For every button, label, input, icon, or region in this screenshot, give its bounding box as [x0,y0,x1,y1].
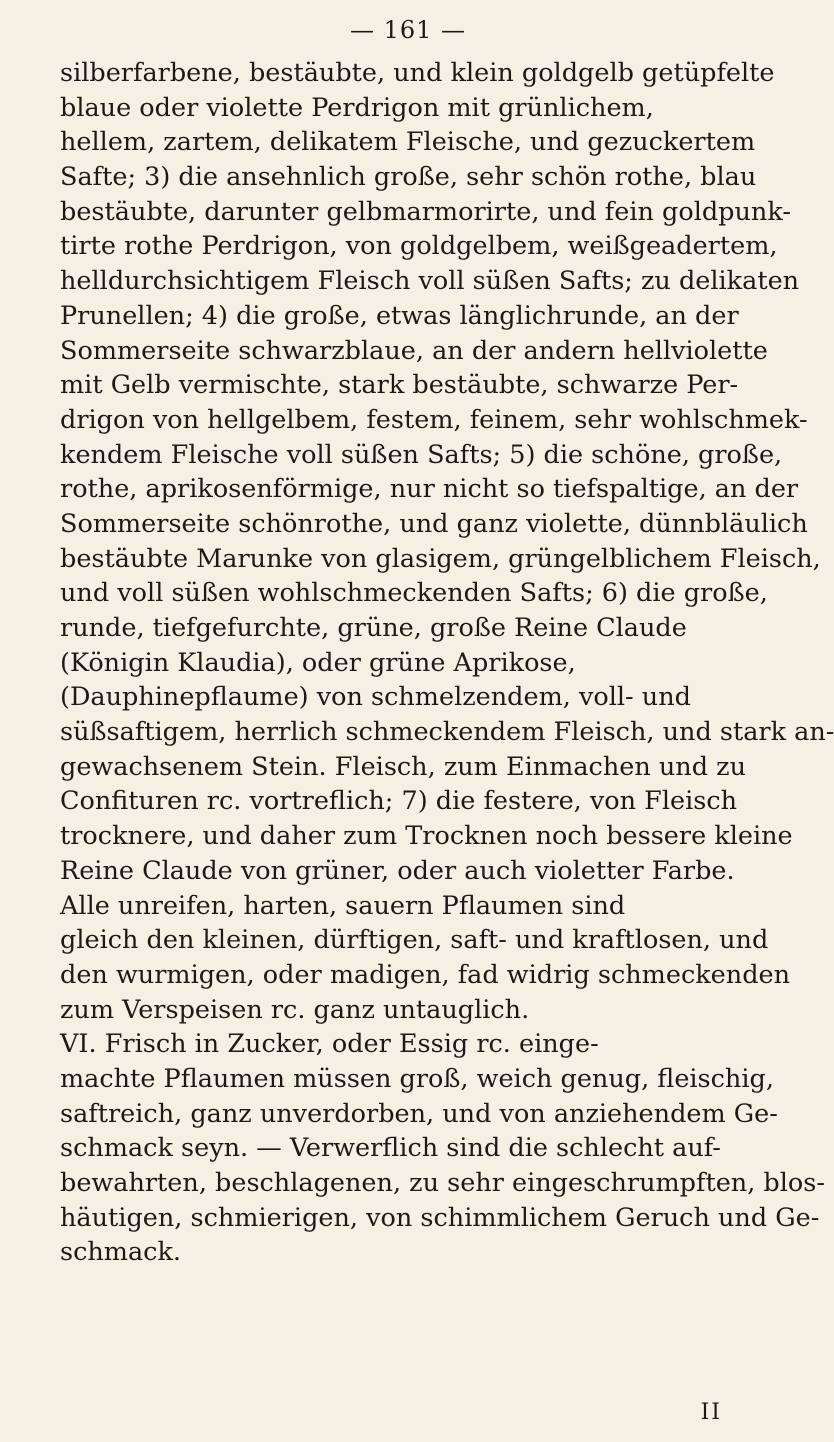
text-line: machte Pflaumen müssen groß, weich genug, fleischig, [60,1063,774,1094]
text-line: Prunellen; 4) die große, etwas länglichrunde, an der [60,300,739,331]
text-line: gleich den kleinen, dürftigen, saft- und kraftlosen, und [60,925,769,956]
text-line: (Königin Klaudia), oder grüne Aprikose, [60,647,576,678]
text-line: saftreich, ganz unverdorben, und von anziehendem Ge- [60,1098,778,1129]
text-line: Sommerseite schönrothe, und ganz violette, dünnbläulich [60,508,808,539]
text-line: (Dauphinepflaume) von schmelzendem, voll- und [60,682,691,713]
body-text [60,56,834,1270]
text-line: drigon von hellgelbem, festem, feinem, sehr wohlschmek- [60,404,808,435]
text-line: zum Verspeisen rc. ganz untauglich. [60,994,530,1025]
text-line: silberfarbene, bestäubte, und klein goldgelb getüpfelte [60,58,775,88]
text-line: den wurmigen, oder madigen, fad widrig schmeckenden [60,959,791,990]
text-line: und voll süßen wohlschmeckenden Safts; 6) die große, [60,578,768,609]
text-line: häutigen, schmierigen, von schimmlichem Geruch und Ge- [60,1202,820,1233]
signature-mark: II [700,1400,722,1425]
text-line: Alle unreifen, harten, sauern Pflaumen sind [60,890,626,921]
text-line: trocknere, und daher zum Trocknen noch bessere kleine [60,821,793,852]
text-line: blaue oder violette Perdrigon mit grünlichem, [60,92,654,123]
text-line: kendem Fleische voll süßen Safts; 5) die schöne, große, [60,439,783,470]
text-line: tirte rothe Perdrigon, von goldgelbem, weißgeadertem, [60,231,778,262]
text-line: hellem, zartem, delikatem Fleische, und gezuckertem [60,127,756,158]
text-line: VI. Frisch in Zucker, oder Essig rc. einge- [60,1029,599,1060]
text-line: gewachsenem Stein. Fleisch, zum Einmachen und zu [60,751,746,782]
text-line: bestäubte, darunter gelbmarmorirte, und fein goldpunk- [60,196,791,227]
text-line: Safte; 3) die ansehnlich große, sehr schön rothe, blau [60,162,757,193]
text-line: bewahrten, beschlagenen, zu sehr eingeschrumpften, blos- [60,1168,825,1198]
text-line: helldurchsichtigem Fleisch voll süßen Safts; zu delikaten [60,266,800,297]
text-line: süßsaftigem, herrlich schmeckendem Fleisch, und stark an- [60,717,834,748]
text-line: schmack seyn. — Verwerflich sind die schlecht auf- [60,1133,721,1164]
text-line: Confituren rc. vortreflich; 7) die festere, von Fleisch [60,786,738,817]
text-line: rothe, aprikosenförmige, nur nicht so tiefspaltige, an der [60,474,799,505]
text-line: Reine Claude von grüner, oder auch violetter Farbe. [60,855,735,886]
text-line: schmack. [60,1237,182,1268]
page-number: — 161 — [349,16,467,44]
text-line: mit Gelb vermischte, stark bestäubte, schwarze Per- [60,370,739,401]
text-line: runde, tiefgefurchte, grüne, große Reine Claude [60,613,687,643]
text-line: Sommerseite schwarzblaue, an der andern hellviolette [60,335,768,366]
text-line: bestäubte Marunke von glasigem, grüngelblichem Fleisch, [60,543,821,574]
